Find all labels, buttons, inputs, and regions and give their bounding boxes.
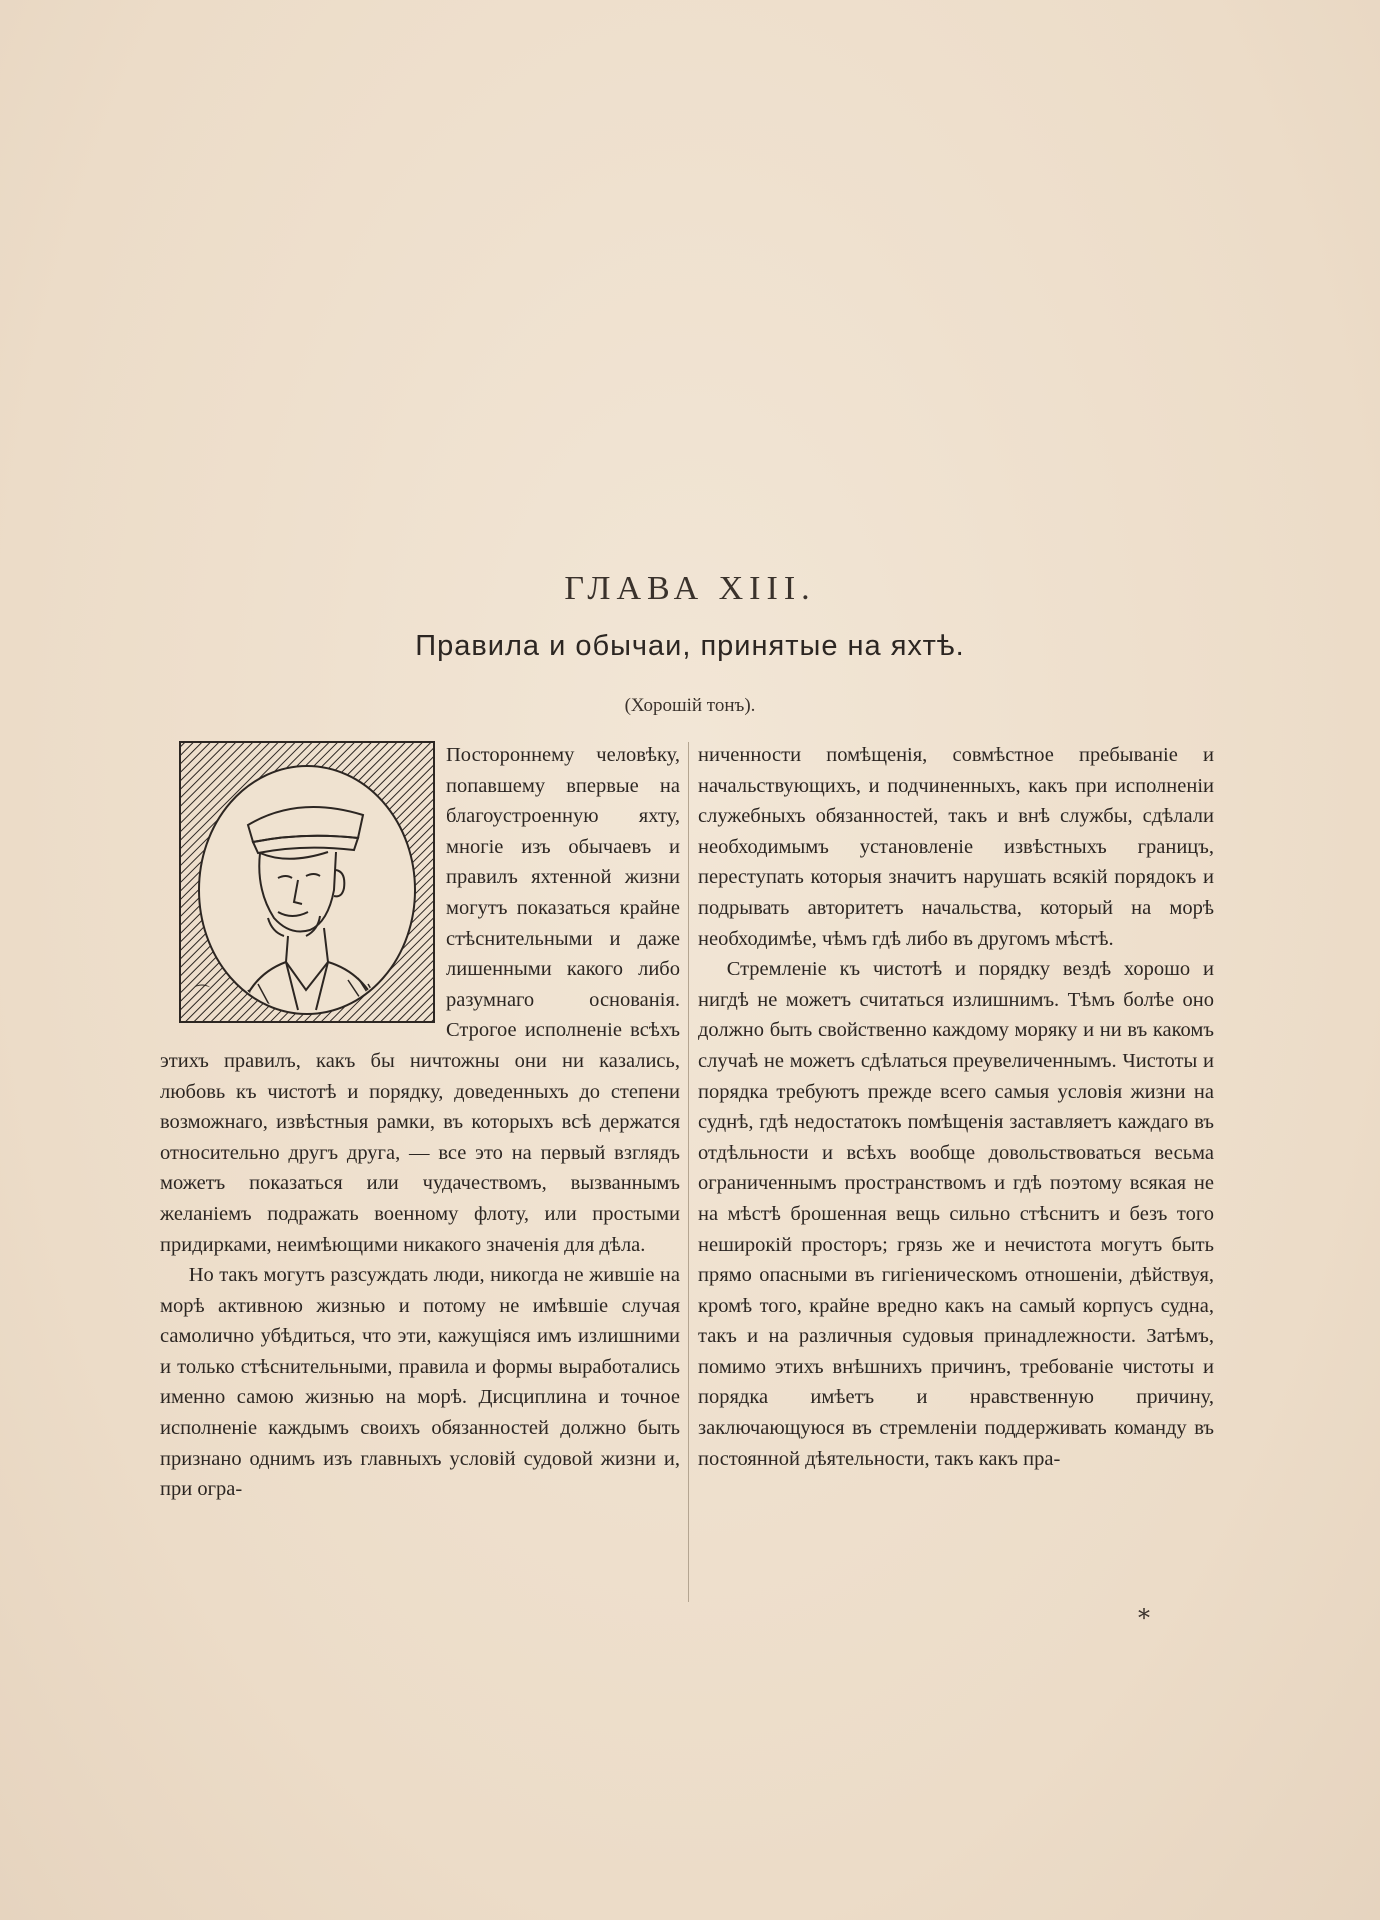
svg-text:⌒: ⌒ — [194, 985, 211, 1002]
column-divider — [688, 742, 689, 1602]
chapter-heading: ГЛАВА XIII. — [564, 570, 816, 607]
chapter-subtitle: (Хорошій тонъ). — [624, 695, 756, 716]
paragraph: Постороннему человѣку, попавшему впервые на благоустроенную яхту, многіе изъ обычаевъ и правилъ яхтенной жизни могутъ показаться крайне стѣснительными и даже лишенными какого либо разумнаго основанія. Строгое исполненіе всѣхъ этихъ правилъ, какъ бы ничтожны они ни казались, любовь къ чистотѣ и порядку, доведенныхъ до степени возможнаго, извѣстныя рамки, въ которыхъ всѣ держатся относительно другъ друга, — все это на первый взглядъ можетъ показаться или чудачествомъ, вызваннымъ желаніемъ подражать военному флоту, или простыми придирками, неимѣющими никакого значенія для дѣла. — [160, 744, 680, 1256]
paragraph: Но такъ могутъ разсуждать люди, никогда не жившіе на морѣ активною жизнью и потому не имѣвшіе случая самолично убѣдиться, что эти, кажущіяся имъ излишними и только стѣснительными, правила и формы выработались именно самою жизнью на морѣ. Дисциплина и точное исполненіе каждымъ своихъ обязанностей должно быть признано однимъ изъ главныхъ условій судовой жизни и, при огра- — [160, 1264, 680, 1501]
signature-mark: * — [1138, 1604, 1150, 1632]
sailor-portrait-illustration — [178, 740, 436, 1024]
right-column — [698, 740, 1214, 1474]
left-column — [160, 740, 680, 1505]
paragraph: Стремленіе къ чистотѣ и порядку вездѣ хорошо и нигдѣ не можетъ считаться излишнимъ. Тѣмъ болѣе оно должно быть свойственно каждому моряку и ни въ какомъ случаѣ не можетъ сдѣлаться преувеличеннымъ. Чистоты и порядка требуютъ прежде всего самыя условія жизни на суднѣ, гдѣ недостатокъ помѣщенія заставляетъ каждаго въ отдѣльности и всѣхъ вообще довольствоваться весьма ограниченнымъ пространствомъ и гдѣ поэтому всякая не на мѣстѣ брошенная вещь сильно стѣснитъ и безъ того неширокій просторъ; грязь же и нечистота могутъ быть прямо опасными въ гигіеническомъ отношеніи, дѣйствуя, кромѣ того, крайне вредно какъ на самый корпусъ судна, такъ и на различныя судовыя принадлежности. Затѣмъ, помимо этихъ внѣшнихъ причинъ, требованіе чистоты и порядка имѣетъ и нравственную причину, заключающуюся въ стремленіи поддерживать команду въ постоянной дѣятельности, такъ какъ пра- — [698, 958, 1214, 1470]
portrait-engraving — [178, 740, 436, 1024]
chapter-title: Правила и обычаи, принятые на яхтѣ. — [415, 630, 965, 662]
paragraph: ниченности помѣщенія, совмѣстное пребываніе и начальствующихъ, и подчиненныхъ, какъ при исполненіи служебныхъ обязанностей, такъ и внѣ службы, сдѣлали необходимымъ установленіе извѣстныхъ границъ, переступать которыя значитъ нарушать всякій порядокъ и подрывать авторитетъ начальства, который на морѣ необходимѣе, чѣмъ гдѣ либо въ другомъ мѣстѣ. — [698, 744, 1214, 950]
